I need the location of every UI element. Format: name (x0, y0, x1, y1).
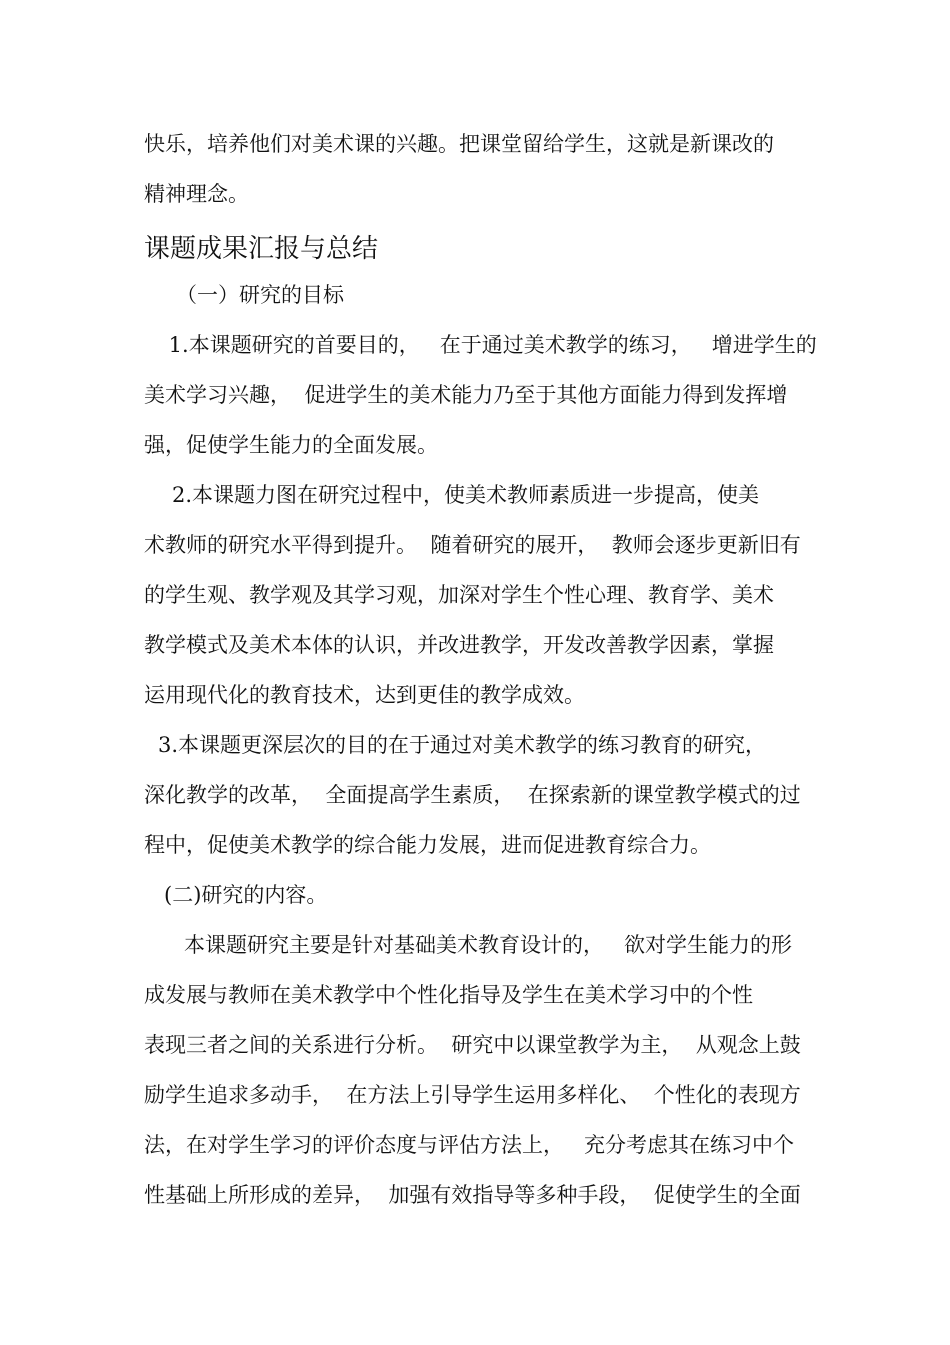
paragraph-line: 的学生观、教学观及其学习观，加深对学生个性心理、教育学、美术 (144, 583, 774, 607)
paragraph-line: 运用现代化的教育技术，达到更佳的教学成效。 (144, 683, 585, 707)
paragraph-line: 快乐，培养他们对美术课的兴趣。把课堂留给学生，这就是新课改的 (144, 132, 774, 156)
paragraph-line: 1.本课题研究的首要目的， 在于通过美术教学的练习， 增进学生的 (162, 333, 817, 357)
paragraph-line: 表现三者之间的关系进行分析。 研究中以课堂教学为主， 从观念上鼓 (144, 1033, 801, 1057)
paragraph-line: 2.本课题力图在研究过程中，使美术教师素质进一步提高，使美 (152, 483, 760, 507)
paragraph-line: 性基础上所形成的差异， 加强有效指导等多种手段， 促使学生的全面 (144, 1183, 801, 1207)
subsection-heading: (二)研究的内容。 (164, 883, 328, 907)
paragraph-line: 深化教学的改革， 全面提高学生素质， 在探索新的课堂教学模式的过 (144, 783, 801, 807)
section-heading: 课题成果汇报与总结 (144, 234, 379, 264)
paragraph-line: 法，在对学生学习的评价态度与评估方法上， 充分考虑其在练习中个 (144, 1133, 795, 1157)
paragraph-line: 美术学习兴趣， 促进学生的美术能力乃至于其他方面能力得到发挥增 (144, 383, 788, 407)
paragraph-line: 本课题研究主要是针对基础美术教育设计的， 欲对学生能力的形 (164, 933, 793, 957)
paragraph-line: 3.本课题更深层次的目的在于通过对美术教学的练习教育的研究， (158, 733, 767, 757)
paragraph-line: 励学生追求多动手， 在方法上引导学生运用多样化、 个性化的表现方 (144, 1083, 801, 1107)
paragraph-line: 程中，促使美术教学的综合能力发展，进而促进教育综合力。 (144, 833, 711, 857)
paragraph-line: 术教师的研究水平得到提升。 随着研究的展开， 教师会逐步更新旧有 (144, 533, 801, 557)
paragraph-line: 精神理念。 (144, 182, 249, 206)
subsection-heading: （一）研究的目标 (176, 283, 344, 307)
paragraph-line: 强，促使学生能力的全面发展。 (144, 433, 438, 457)
paragraph-line: 成发展与教师在美术教学中个性化指导及学生在美术学习中的个性 (144, 983, 753, 1007)
paragraph-line: 教学模式及美术本体的认识，并改进教学，开发改善教学因素，掌握 (144, 633, 774, 657)
